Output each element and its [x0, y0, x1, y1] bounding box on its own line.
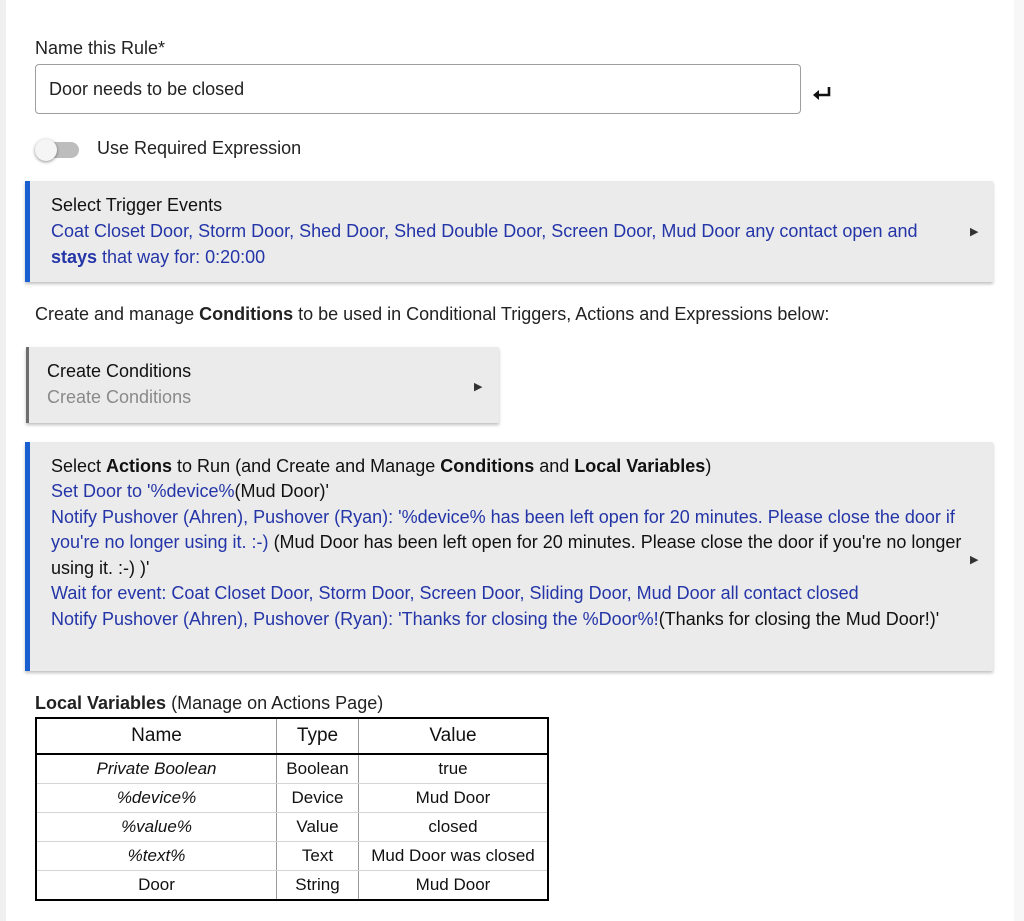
conditions-intro-prefix: Create and manage	[35, 304, 200, 324]
right-edge	[1014, 0, 1024, 921]
variable-name: %device%	[36, 784, 277, 813]
variable-value: Mud Door	[415, 875, 491, 894]
trigger-events-title: Select Trigger Events	[51, 195, 223, 215]
rule-name-input[interactable]	[35, 64, 801, 114]
rule-name-label: Name this Rule*	[35, 38, 166, 58]
actions-title	[51, 454, 993, 479]
table-row	[36, 784, 548, 813]
conditions-intro-suffix: to be used in Conditional Triggers, Actions and Expressions below:	[293, 304, 830, 324]
action-notify-open-text: Notify Pushover (Ahren), Pushover (Ryan): '%device% has been left open for 20 minutes. Please close the door if you're no longer using it. :-)	[51, 506, 955, 552]
actions-title-mid: to Run (and Create and Manage	[172, 456, 441, 476]
action-notify-open-value: (Mud Door has been left open for 20 minutes. Please close the door if you're no longer using it. :-) )'	[51, 532, 962, 578]
table-row	[36, 842, 548, 871]
actions-title-end: )	[705, 456, 712, 476]
column-header-value: Value	[359, 718, 549, 754]
variable-name: %value%	[36, 813, 277, 842]
table-header-row	[36, 718, 548, 754]
local-variables-table	[35, 717, 549, 901]
variable-value: closed	[359, 813, 549, 842]
local-variables-heading	[35, 693, 383, 714]
variable-name: Private Boolean	[36, 754, 277, 784]
table-row	[36, 813, 548, 842]
action-set-door-value: (Mud Door)'	[234, 481, 329, 501]
variable-name: Door	[36, 871, 277, 901]
column-header-type: Type	[277, 718, 359, 754]
create-conditions-subtitle: Create Conditions	[47, 387, 192, 407]
actions-title-locals: Local Variables	[574, 456, 706, 476]
action-wait-event: Wait for event: Coat Closet Door, Storm Door, Screen Door, Sliding Door, Mud Door all contact closed	[51, 583, 859, 603]
required-expression-label: Use Required Expression	[97, 138, 302, 158]
create-conditions-title: Create Conditions	[47, 361, 192, 381]
actions-list	[51, 479, 966, 632]
actions-title-and: and	[534, 456, 575, 476]
action-set-door	[51, 479, 966, 505]
toggle-knob	[35, 139, 57, 161]
actions-title-actions: Actions	[106, 456, 173, 476]
variable-type: Device	[277, 784, 359, 813]
conditions-intro-text	[35, 304, 829, 325]
variable-value: true	[359, 754, 549, 784]
enter-return-icon[interactable]	[811, 84, 833, 104]
variable-type: Value	[277, 813, 359, 842]
table-row	[36, 871, 548, 901]
variable-value: Mud Door was closed	[359, 842, 549, 871]
local-variables-heading-rest: (Manage on Actions Page)	[166, 693, 384, 713]
actions-title-conditions: Conditions	[440, 456, 535, 476]
variable-type: Text	[277, 842, 359, 871]
table-row	[36, 754, 548, 784]
trigger-summary-text: Coat Closet Door, Storm Door, Shed Door, Shed Double Door, Screen Door, Mud Door any contact open and	[51, 221, 918, 241]
variable-type: Boolean	[277, 754, 359, 784]
actions-panel[interactable]	[25, 442, 993, 671]
variable-name: %text%	[36, 842, 277, 871]
action-notify-closed-text: Notify Pushover (Ahren), Pushover (Ryan): 'Thanks for closing the %Door%!	[51, 608, 659, 629]
create-conditions-panel[interactable]	[26, 347, 499, 423]
action-set-door-text: Set Door to '%device%	[51, 481, 235, 501]
action-notify-open	[51, 505, 966, 582]
triangle-right-icon: ▶	[970, 554, 979, 566]
triangle-right-icon: ▶	[474, 381, 483, 393]
conditions-intro-bold: Conditions	[199, 304, 294, 324]
required-expression-toggle[interactable]	[35, 139, 79, 161]
actions-title-pre: Select	[51, 456, 107, 476]
action-notify-closed	[51, 607, 966, 633]
local-variables-heading-bold: Local Variables	[35, 693, 167, 713]
variable-value: Mud Door	[359, 784, 549, 813]
triangle-right-icon: ▶	[970, 226, 979, 238]
trigger-stays-keyword: stays	[51, 246, 98, 267]
trigger-duration-text: that way for: 0:20:00	[97, 246, 266, 267]
action-notify-closed-value: (Thanks for closing the Mud Door!)'	[658, 608, 940, 629]
variable-type: String	[277, 871, 359, 901]
trigger-events-panel[interactable]	[25, 181, 993, 282]
column-header-name: Name	[36, 718, 277, 754]
left-edge	[0, 0, 6, 921]
trigger-events-summary	[51, 219, 951, 270]
